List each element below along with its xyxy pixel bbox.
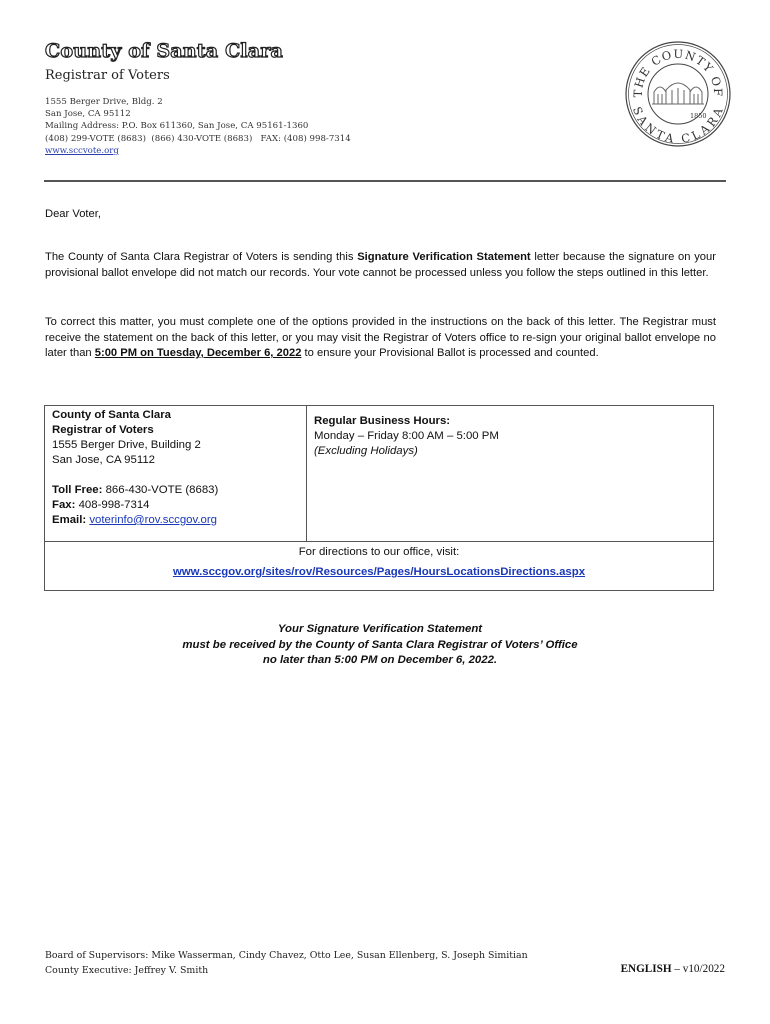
address-phones: (408) 299-VOTE (8683) (866) 430-VOTE (8683) FAX: (408) 998-7314 bbox=[45, 133, 351, 144]
deadline-text: 5:00 PM on Tuesday, December 6, 2022 bbox=[94, 347, 302, 360]
letterhead-subtitle: Registrar of Voters bbox=[45, 68, 170, 83]
footer-officials bbox=[45, 949, 528, 978]
header-divider bbox=[44, 180, 726, 182]
contact-column bbox=[45, 406, 307, 541]
hours-days: Monday – Friday 8:00 AM – 5:00 PM bbox=[314, 430, 499, 442]
address-mailing: Mailing Address: P.O. Box 611360, San Jose, CA 95161-1360 bbox=[45, 121, 309, 132]
directions-link[interactable]: www.sccgov.org/sites/rov/Resources/Pages/HoursLocationsDirections.aspx bbox=[172, 566, 586, 578]
contact-street: 1555 Berger Drive, Building 2 bbox=[52, 439, 201, 451]
address-street: 1555 Berger Drive, Bldg. 2 bbox=[45, 97, 163, 107]
email-link[interactable]: voterinfo@rov.sccgov.org bbox=[89, 514, 217, 526]
statement-name: Signature Verification Statement bbox=[357, 251, 531, 263]
closing-line-1: Your Signature Verification Statement bbox=[277, 623, 483, 635]
version-label: – v10/2022 bbox=[671, 963, 725, 975]
contact-org-dept: Registrar of Voters bbox=[52, 424, 154, 436]
letterhead-address bbox=[45, 96, 351, 157]
closing-notice bbox=[45, 622, 715, 669]
footer-supervisors: Board of Supervisors: Mike Wasserman, Cindy Chavez, Otto Lee, Susan Ellenberg, S. Joseph Simitian bbox=[45, 950, 528, 961]
svg-text:THE COUNTY OF: THE COUNTY OF bbox=[630, 46, 726, 98]
directions-row bbox=[45, 541, 713, 591]
closing-line-2: must be received by the County of Santa Clara Registrar of Voters’ Office bbox=[182, 638, 578, 651]
website-link[interactable]: www.sccvote.org bbox=[45, 145, 119, 156]
svg-text:SANTA CLARA: SANTA CLARA bbox=[629, 104, 727, 146]
svg-text:1850: 1850 bbox=[690, 112, 707, 120]
footer-version bbox=[590, 963, 725, 975]
footer-executive: County Executive: Jeffrey V. Smith bbox=[45, 964, 209, 976]
language-label: ENGLISH bbox=[620, 963, 672, 975]
paragraph-instructions: To correct this matter, you must complete one of the options provided in the instructions on the back of this letter. The Registrar must receive the statement on the back of this letter, or you may visit the Registrar of Voters office to re-sign your original ballot envelope no later than 5:00 PM on Tuesday, December 6, 2022 to ensure your Provisional Ballot is processed and counted. bbox=[45, 316, 716, 360]
letterhead-title: County of Santa Clara bbox=[45, 40, 284, 62]
hours-column bbox=[307, 406, 713, 541]
contact-city: San Jose, CA 95112 bbox=[52, 454, 156, 466]
contact-email: Email: voterinfo@rov.sccgov.org bbox=[52, 514, 217, 526]
hours-note: (Excluding Holidays) bbox=[314, 445, 418, 457]
county-seal-icon bbox=[624, 40, 732, 148]
contact-info-box bbox=[44, 405, 714, 591]
closing-line-3: no later than 5:00 PM on December 6, 2022. bbox=[262, 654, 498, 666]
contact-org-name: County of Santa Clara bbox=[52, 409, 171, 421]
paragraph-intro: The County of Santa Clara Registrar of Voters is sending this Signature Verification Statement letter because the signature on your provisional ballot envelope did not match our records. Your vote cannot be processed unless you follow the steps outlined in this letter. bbox=[45, 251, 716, 279]
contact-tollfree: Toll Free: 866-430-VOTE (8683) bbox=[52, 484, 219, 496]
directions-text: For directions to our office, visit: bbox=[298, 546, 460, 558]
address-city: San Jose, CA 95112 bbox=[45, 109, 131, 120]
contact-fax: Fax: 408-998-7314 bbox=[52, 499, 150, 511]
hours-label: Regular Business Hours: bbox=[314, 415, 451, 427]
greeting: Dear Voter, bbox=[45, 208, 101, 220]
